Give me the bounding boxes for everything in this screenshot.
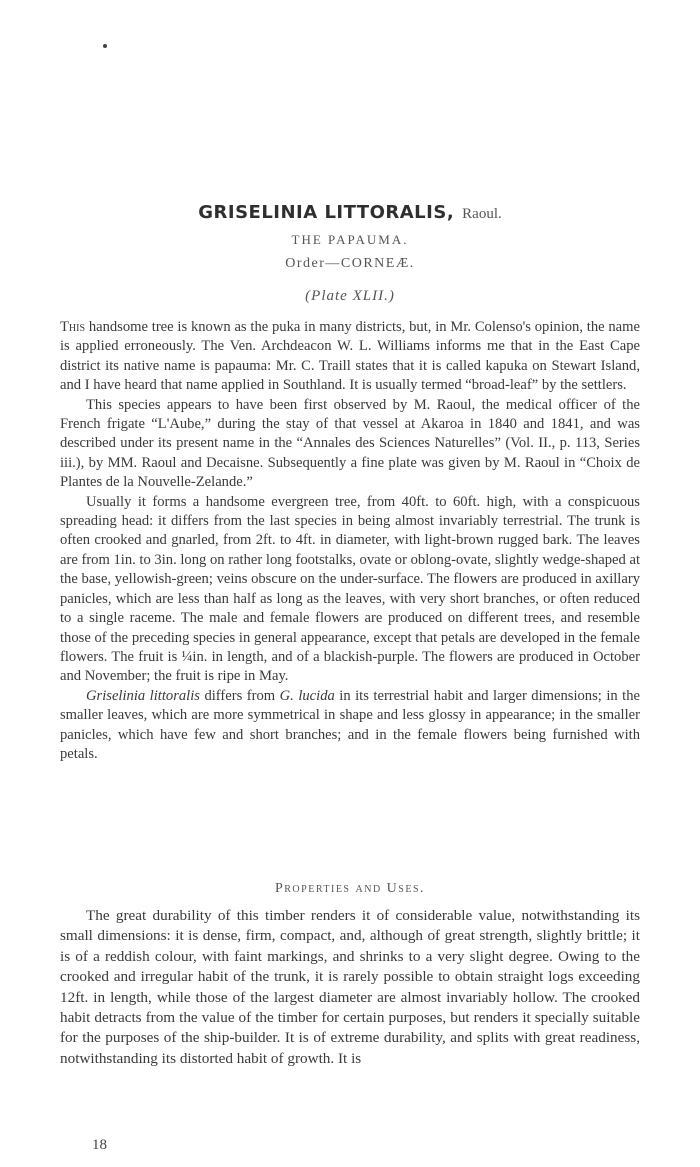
species-italic-2: G. lucida <box>279 687 335 704</box>
properties-body <box>60 906 640 1069</box>
species-author: Raoul. <box>462 206 502 222</box>
plate-reference: (Plate XLII.) <box>305 288 395 304</box>
paragraph-2: This species appears to have been first observed by M. Raoul, the medical officer of the French frigate “L'Aube,” during the stay of that vessel at Akaroa in 1840 and 1841, and was described under its present name in the “Annales des Sciences Naturelles” (Vol. II., p. 113, Series iii.), by MM. Raoul and Decaisne. Subsequently a fine plate was given by M. Raoul in “Choix de Plantes de la Nouvelle-Zelande.” <box>60 396 640 491</box>
paragraph-1 <box>60 318 640 396</box>
paragraph-lead: This <box>60 319 86 335</box>
common-name: THE PAPAUMA. <box>291 232 409 247</box>
paragraph-mid: differs from <box>199 687 280 704</box>
paragraph-3: Usually it forms a handsome evergreen tree, from 40ft. to 60ft. high, with a conspicuous spreading head: it differs from the last species in being almost invariably terrestrial. The trunk is often crooked and gnarled, from 2ft. to 4ft. in diameter, with light-brown rugged bark. The leaves are from 1in. to 3in. long on rather long footstalks, ovate or oblong-ovate, slightly wedge-shaped at the base, yellowish-green; veins obscure on the under-surface. The flowers are produced in axillary panicles, which are less than half as long as the leaves, with very short branches, or often reduced to a single raceme. The male and female flowers are produced on different trees, and resemble those of the preceding species in general appearance, except that petals are developed in the female flowers. The fruit is ¼in. in length, and of a blackish-purple. The flowers are produced in October and November; the fruit is ripe in May. <box>60 493 640 685</box>
order-line: Order—CORNEÆ. <box>285 256 415 271</box>
paragraph-5: The great durability of this timber renders it of considerable value, notwithstanding its small dimensions: it is dense, firm, compact, and, although of great strength, slightly brittle; it is of a reddish colour, with faint markings, and shrinks to a very slight degree. Owing to the crooked and irregular habit of the trunk, it is rarely possible to obtain straight logs exceeding 12ft. in length, while those of the largest diameter are almost invariably hollow. The crooked habit detracts from the value of the timber for certain purposes, but renders it specially suitable for the purposes of the ship-builder. It is of extreme durability, and splits with great readiness, notwithstanding its distorted habit of growth. It is <box>60 907 640 1067</box>
section-heading: Properties and Uses. <box>274 881 426 896</box>
paragraph-text: in its terrestrial habit and larger dimensions; in the smaller leaves, which are more symmetrical in shape and less glossy in appearance; in the smaller panicles, which have few and short branches; and in the female flowers being furnished with petals. <box>60 687 640 762</box>
paragraph-4 <box>60 687 640 765</box>
stray-mark <box>103 44 107 48</box>
page-number: 18 <box>92 1137 107 1153</box>
species-name: GRISELINIA LITTORALIS, <box>198 202 455 223</box>
description-body <box>60 318 640 764</box>
page-title <box>0 202 700 223</box>
paragraph-text: handsome tree is known as the puka in many districts, but, in Mr. Colenso's opinion, the name is applied erroneously. The Ven. Archdeacon W. L. Williams informs me that in the East Cape district its native name is papauma: Mr. C. Traill states that it is called kapuka on Stewart Island, and I have heard that name applied in Southland. It is usually termed “broad-leaf” by the settlers. <box>60 319 640 394</box>
species-italic: Griselinia littoralis <box>86 687 200 704</box>
